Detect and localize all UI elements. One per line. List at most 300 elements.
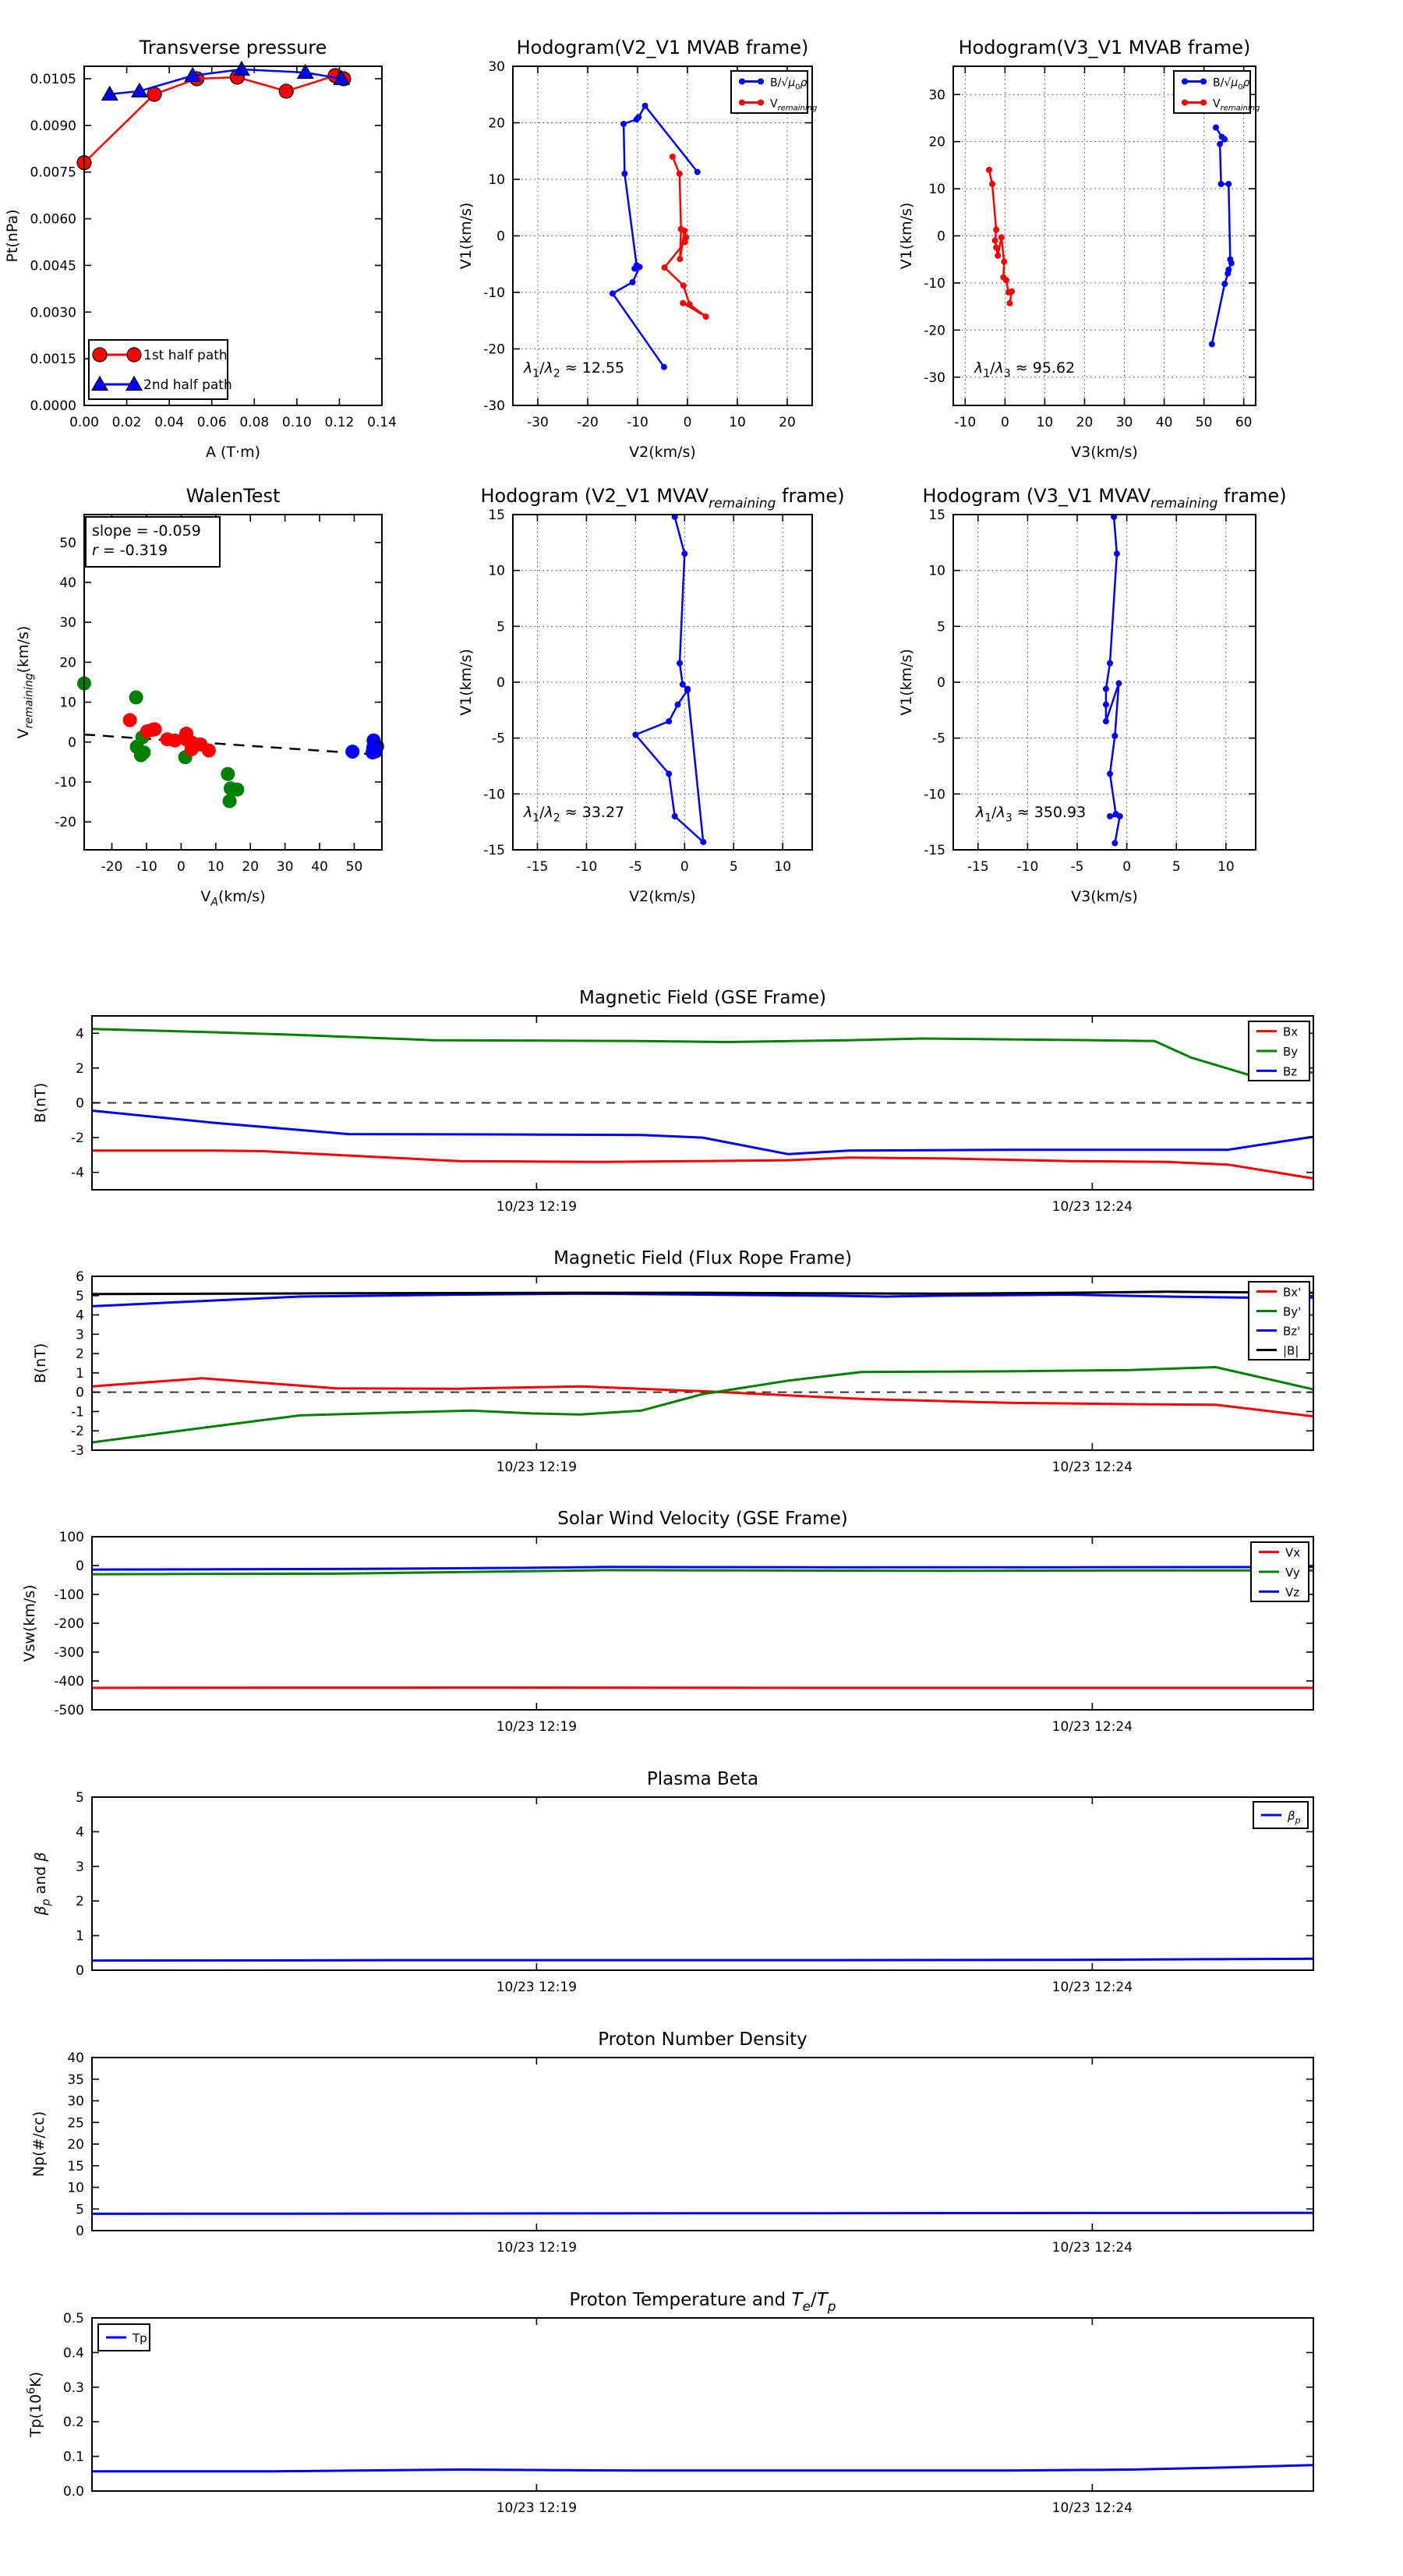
plot-title: Magnetic Field (GSE Frame) <box>579 988 826 1008</box>
y-tick-label: 6 <box>76 1269 84 1285</box>
y-tick-label: -4 <box>71 1166 84 1181</box>
plot-title: Proton Number Density <box>598 2029 808 2050</box>
y-tick-label: -15 <box>924 843 945 858</box>
scatter-point <box>366 745 380 759</box>
plot-proton-number-density <box>30 2029 1313 2256</box>
y-tick-label: 10 <box>488 564 505 579</box>
y-tick-label: 3 <box>76 1859 84 1875</box>
marker-dot <box>680 282 687 288</box>
y-tick-label: -10 <box>924 276 945 292</box>
legend-label: $B/√\mu_0\rho$ <box>770 77 808 92</box>
legend <box>1251 1542 1309 1601</box>
y-tick-label: 2 <box>76 1346 84 1362</box>
y-tick-label: 0.0000 <box>30 398 76 414</box>
y-tick-label: -10 <box>924 787 945 802</box>
x-tick-label: 30 <box>277 859 294 875</box>
axes-frame <box>513 515 812 850</box>
axis-ticks <box>71 1016 1313 1215</box>
annotation-text: $\lambda_1/\lambda_2 \approx 12.55$ <box>523 359 624 380</box>
marker-dot <box>989 181 995 187</box>
y-tick-label: 20 <box>928 135 945 150</box>
y-tick-label: 100 <box>59 1530 84 1545</box>
annotation-text: $\lambda_1/\lambda_3 \approx 95.62$ <box>974 359 1075 380</box>
scatter-point <box>123 713 137 727</box>
y-tick-label: 0 <box>76 1559 84 1574</box>
plot-hodogram-v2v1-mvav <box>458 485 845 905</box>
legend-label: Bz' <box>1283 1325 1300 1339</box>
x-tick-label: -5 <box>629 859 642 875</box>
y-tick-label: 0.0075 <box>30 165 76 181</box>
legend <box>98 2324 150 2351</box>
legend-label: 1st half path <box>143 348 228 363</box>
y-axis-label: V1(km/s) <box>458 649 475 716</box>
x-tick-label: 0 <box>177 859 186 875</box>
y-tick-label: 40 <box>67 2051 84 2066</box>
series-line <box>92 1029 1313 1076</box>
scatter-point <box>202 744 216 758</box>
legend <box>1249 1021 1309 1081</box>
marker-dot <box>632 731 638 738</box>
series-Bx <box>92 1151 1313 1179</box>
y-tick-label: 5 <box>76 1790 84 1806</box>
marker-dot <box>677 171 683 177</box>
scatter-point <box>223 794 237 809</box>
y-axis-label: $\beta_p$ and β <box>32 1852 53 1916</box>
x-tick-label: 10/23 12:19 <box>497 1980 577 1995</box>
y-axis-label: V1(km/s) <box>898 203 915 270</box>
marker-dot <box>986 167 992 173</box>
plot-plasma-beta <box>32 1769 1313 1995</box>
x-tick-label: 0 <box>1001 415 1009 430</box>
x-tick-label: 10/23 12:19 <box>497 1719 577 1735</box>
plot-title: Hodogram(V3_V1 MVAB frame) <box>959 37 1251 58</box>
marker-dot <box>998 234 1005 240</box>
y-tick-label: 0.0090 <box>30 119 76 134</box>
y-tick-label: -100 <box>54 1587 84 1603</box>
y-tick-label: 0.0 <box>63 2484 84 2500</box>
y-tick-label: 5 <box>76 1289 84 1304</box>
marker-dot <box>1218 181 1225 187</box>
x-tick-label: -10 <box>576 859 598 875</box>
marker-dot <box>621 171 627 177</box>
marker-dot <box>637 264 643 270</box>
y-tick-label: 0 <box>497 675 505 691</box>
marker-dot <box>1182 79 1188 85</box>
plot-title: Transverse pressure <box>139 37 327 58</box>
legend-label: |B| <box>1283 1344 1299 1358</box>
x-tick-label: 0.00 <box>69 415 99 430</box>
series-fit-line <box>84 734 382 755</box>
axes-frame <box>92 1797 1313 1970</box>
y-tick-label: -20 <box>483 342 505 358</box>
axes-frame <box>513 66 812 405</box>
y-axis-label: $V_{remaining}(km/s)$ <box>15 626 36 739</box>
marker-dot <box>1103 686 1109 692</box>
marker-dot <box>758 100 764 106</box>
x-axis-label: $V_A(km/s)$ <box>200 888 265 909</box>
axis-ticks <box>67 2051 1313 2256</box>
marker-dot <box>642 103 648 109</box>
x-tick-label: 10 <box>729 415 746 430</box>
y-tick-label: 15 <box>928 508 945 523</box>
x-tick-label: 0.06 <box>197 415 227 430</box>
series-line <box>92 1292 1313 1294</box>
x-tick-label: 10/23 12:24 <box>1052 1199 1133 1215</box>
plot-hodogram-v3v1-mvab <box>898 37 1260 461</box>
marker-dot <box>680 681 686 688</box>
y-tick-label: 10 <box>59 695 76 711</box>
legend <box>1249 1282 1309 1360</box>
series-line <box>84 734 382 755</box>
legend-label: Vy <box>1285 1566 1300 1580</box>
x-tick-label: -5 <box>1071 859 1084 875</box>
x-tick-label: 10 <box>1217 859 1235 875</box>
marker-dot <box>1103 702 1109 708</box>
y-tick-label: -200 <box>54 1616 84 1632</box>
y-tick-label: 5 <box>937 619 945 635</box>
x-tick-label: 10 <box>207 859 224 875</box>
legend-label: Bx' <box>1283 1286 1301 1300</box>
plot-title: Proton Temperature and $T_e/T_p$ <box>569 2290 836 2315</box>
legend-label: 2nd half path <box>143 377 232 393</box>
y-tick-label: 15 <box>67 2159 84 2174</box>
y-axis-label: Pt(nPa) <box>4 209 21 262</box>
scatter-point <box>230 783 244 797</box>
y-tick-label: -300 <box>54 1645 84 1661</box>
series-Bx-prime <box>92 1378 1313 1417</box>
plot-title: Solar Wind Velocity (GSE Frame) <box>557 1509 847 1529</box>
y-tick-label: -1 <box>71 1404 84 1420</box>
y-tick-label: 0 <box>76 1385 84 1401</box>
y-axis-label: V1(km/s) <box>458 203 475 270</box>
x-tick-label: 10/23 12:19 <box>497 1460 577 1475</box>
y-tick-label: 0.1 <box>63 2450 84 2465</box>
grid-lines <box>953 66 1256 405</box>
marker-dot <box>675 702 681 708</box>
axis-ticks <box>63 2311 1313 2516</box>
x-tick-label: 0.02 <box>112 415 142 430</box>
x-tick-label: 10 <box>1037 415 1054 430</box>
y-tick-label: -20 <box>55 815 76 830</box>
marker-dot <box>680 300 686 306</box>
y-tick-label: 20 <box>67 2137 84 2153</box>
y-tick-label: 10 <box>67 2181 84 2196</box>
y-tick-label: 20 <box>59 655 76 671</box>
x-tick-label: 10 <box>774 859 791 875</box>
marker-dot <box>1114 550 1120 557</box>
plot-title: Magnetic Field (Flux Rope Frame) <box>553 1248 852 1269</box>
annotation-text: r = -0.319 <box>92 542 168 559</box>
x-tick-label: -10 <box>954 415 976 430</box>
series-V-remaining-path <box>1103 514 1123 847</box>
x-tick-label: 10/23 12:24 <box>1052 2240 1133 2256</box>
marker-dot <box>677 660 683 667</box>
marker-dot <box>670 154 676 160</box>
y-tick-label: 0.3 <box>63 2380 84 2396</box>
y-tick-label: 0.0030 <box>30 305 76 320</box>
marker-dot <box>1228 260 1235 267</box>
marker-dot <box>682 239 688 245</box>
series-V-remaining-path <box>632 514 706 845</box>
marker-dot <box>992 238 998 244</box>
legend-label: $V_{remaining}$ <box>770 98 817 113</box>
x-tick-label: -10 <box>627 415 648 430</box>
y-tick-label: -20 <box>924 323 945 338</box>
x-tick-label: 30 <box>1116 415 1133 430</box>
legend-label: Bz <box>1283 1064 1297 1078</box>
marker-dot <box>662 264 668 271</box>
x-tick-label: -15 <box>527 859 549 875</box>
y-axis-label: Np(#/cc) <box>30 2111 48 2177</box>
annotation-text: $\lambda_1/\lambda_3 \approx 350.93$ <box>975 804 1086 825</box>
y-tick-label: 30 <box>488 59 505 75</box>
legend <box>89 340 232 399</box>
y-tick-label: 0 <box>76 1096 84 1112</box>
legend-label: Tp <box>132 2331 147 2345</box>
y-tick-label: -500 <box>54 1703 84 1718</box>
axes-frame <box>92 2318 1313 2491</box>
marker-circle <box>147 87 161 101</box>
x-axis-label: V2(km/s) <box>629 444 696 461</box>
series-Bz-prime <box>92 1293 1313 1306</box>
legend-label: Bx <box>1283 1025 1298 1039</box>
y-tick-label: 4 <box>76 1824 84 1840</box>
marker-dot <box>666 771 672 777</box>
y-tick-label: 30 <box>928 87 945 103</box>
series-line <box>92 1570 1313 1574</box>
x-tick-label: 20 <box>242 859 259 875</box>
y-tick-label: 1 <box>76 1929 84 1944</box>
y-tick-label: 0 <box>76 1963 84 1979</box>
y-tick-label: 40 <box>59 575 76 591</box>
marker-circle <box>93 348 107 362</box>
marker-dot <box>703 313 709 320</box>
y-tick-label: 35 <box>67 2072 84 2088</box>
marker-dot <box>739 100 745 106</box>
series-Tp <box>92 2465 1313 2472</box>
series-line <box>92 2465 1313 2472</box>
plot-title: Hodogram (V2_V1 $MVAV_{remaining}$ frame) <box>480 485 844 511</box>
scatter-point <box>134 748 148 763</box>
y-tick-label: -400 <box>54 1674 84 1690</box>
marker-dot <box>995 253 1001 259</box>
x-tick-label: 10/23 12:24 <box>1052 1980 1133 1995</box>
marker-dot <box>634 116 640 122</box>
y-tick-label: -3 <box>71 1443 84 1459</box>
y-tick-label: 50 <box>59 536 76 551</box>
series-1st half path <box>77 69 351 170</box>
marker-dot <box>758 79 764 85</box>
series-Bz <box>92 1111 1313 1155</box>
scatter-point <box>148 722 162 736</box>
x-tick-label: -10 <box>136 859 157 875</box>
series-line <box>92 1111 1313 1155</box>
x-tick-label: 50 <box>346 859 363 875</box>
marker-dot <box>1107 771 1113 777</box>
marker-dot <box>993 227 999 233</box>
series-scatter-green <box>77 677 244 809</box>
series-V-remaining <box>662 154 709 320</box>
x-tick-label: -30 <box>527 415 549 430</box>
grid-lines <box>513 66 812 405</box>
y-axis-label: Vsw(km/s) <box>21 1584 38 1661</box>
marker-dot <box>1200 79 1207 85</box>
marker-dot <box>1225 271 1231 277</box>
marker-dot <box>684 686 691 692</box>
plot-title: Hodogram(V2_V1 MVAB frame) <box>517 37 809 58</box>
series-line <box>92 1151 1313 1179</box>
series-line <box>84 76 344 163</box>
x-tick-label: 10/23 12:24 <box>1052 2500 1133 2516</box>
x-tick-label: 60 <box>1235 415 1253 430</box>
axis-ticks <box>71 1269 1313 1475</box>
plot-hodogram-v3v1-mvav <box>898 485 1287 905</box>
x-axis-label: V3(km/s) <box>1071 888 1138 905</box>
marker-dot <box>1001 259 1007 265</box>
axes-frame <box>92 1276 1313 1450</box>
marker-dot <box>620 121 627 127</box>
y-tick-label: 3 <box>76 1327 84 1343</box>
plot-solar-wind-velocity <box>21 1509 1313 1735</box>
y-tick-label: 2 <box>76 1061 84 1077</box>
y-tick-label: 10 <box>928 182 945 197</box>
y-axis-label: B(nT) <box>32 1083 49 1123</box>
marker-dot <box>1115 680 1122 686</box>
x-tick-label: 0.08 <box>239 415 269 430</box>
x-tick-label: 20 <box>1076 415 1094 430</box>
y-tick-label: 0 <box>68 735 76 751</box>
plot-proton-temperature <box>25 2290 1313 2516</box>
marker-dot <box>1111 840 1118 846</box>
y-tick-label: -30 <box>924 370 945 386</box>
y-tick-label: -5 <box>932 731 945 747</box>
grid-lines <box>953 515 1256 850</box>
y-tick-label: -30 <box>483 398 505 414</box>
axes-frame <box>92 2058 1313 2231</box>
x-tick-label: 40 <box>311 859 328 875</box>
x-axis-label: V2(km/s) <box>629 888 696 905</box>
series-V-remaining <box>986 167 1015 306</box>
x-tick-label: 10/23 12:19 <box>497 1199 577 1215</box>
x-tick-label: 20 <box>779 415 796 430</box>
marker-dot <box>610 290 616 296</box>
y-axis-label: B(nT) <box>32 1343 49 1384</box>
marker-dot <box>1009 288 1015 295</box>
y-tick-label: -10 <box>55 775 76 791</box>
marker-dot <box>1103 718 1109 724</box>
series-line <box>92 1378 1313 1417</box>
y-tick-label: 0.5 <box>63 2311 84 2327</box>
marker-triangle <box>234 62 249 76</box>
plot-walen-test <box>15 485 384 909</box>
y-tick-label: -10 <box>483 285 505 301</box>
marker-dot <box>993 245 999 251</box>
y-axis-label: $Tp(10^6K)$ <box>25 2372 44 2438</box>
marker-dot <box>1107 813 1113 819</box>
y-tick-label: -5 <box>492 731 505 747</box>
marker-dot <box>1107 660 1113 667</box>
legend <box>731 71 817 113</box>
y-tick-label: 10 <box>928 564 945 579</box>
y-tick-label: 0.2 <box>63 2415 84 2430</box>
y-tick-label: 0.0060 <box>30 212 76 228</box>
marker-dot <box>739 79 745 85</box>
legend <box>1174 71 1260 113</box>
y-tick-label: 4 <box>76 1308 84 1324</box>
marker-dot <box>1117 813 1123 819</box>
axis-ticks <box>76 1790 1313 1995</box>
annotation-text: slope = -0.059 <box>92 522 201 540</box>
scatter-point <box>129 690 143 704</box>
series-line <box>635 517 703 842</box>
series-line <box>92 1293 1313 1306</box>
y-tick-label: 15 <box>488 508 505 523</box>
x-tick-label: 10/23 12:24 <box>1052 1460 1133 1475</box>
y-tick-label: 0.4 <box>63 2345 84 2361</box>
y-tick-label: 0 <box>76 2224 84 2239</box>
x-tick-label: -20 <box>577 415 599 430</box>
plot-title: WalenTest <box>186 485 281 507</box>
series-beta-p <box>92 1959 1313 1960</box>
series-B-mag <box>92 1292 1313 1294</box>
y-tick-label: 20 <box>488 116 505 132</box>
series-line <box>92 1959 1313 1960</box>
y-tick-label: 30 <box>67 2094 84 2110</box>
x-tick-label: 5 <box>730 859 738 875</box>
x-tick-label: 40 <box>1156 415 1173 430</box>
series-Vy <box>92 1570 1313 1574</box>
grid-lines <box>513 515 812 850</box>
y-tick-label: 1 <box>76 1366 84 1382</box>
marker-dot <box>1213 125 1219 131</box>
y-tick-label: 0.0045 <box>30 258 76 274</box>
marker-dot <box>1217 141 1223 147</box>
axes-frame <box>92 1537 1313 1710</box>
marker-dot <box>1221 281 1228 287</box>
y-tick-label: 0.0015 <box>30 352 76 367</box>
y-tick-label: -10 <box>483 787 505 802</box>
marker-dot <box>630 279 636 285</box>
y-tick-label: 25 <box>67 2115 84 2131</box>
x-axis-label: V3(km/s) <box>1071 444 1138 461</box>
y-tick-label: 10 <box>488 172 505 188</box>
plot-title: Plasma Beta <box>647 1769 758 1789</box>
x-tick-label: 0.14 <box>367 415 397 430</box>
y-tick-label: 0.0105 <box>30 72 76 87</box>
x-tick-label: 0 <box>684 415 692 430</box>
marker-dot <box>1221 136 1228 143</box>
series-By <box>92 1029 1313 1076</box>
y-tick-label: -2 <box>71 1424 84 1439</box>
marker-dot <box>694 169 701 175</box>
legend-label: $V_{remaining}$ <box>1213 98 1260 113</box>
legend-label: $B/√\mu_0\rho$ <box>1213 77 1250 92</box>
y-tick-label: 30 <box>59 615 76 631</box>
x-tick-label: -10 <box>1017 859 1039 875</box>
x-tick-label: 0.12 <box>324 415 354 430</box>
marker-dot <box>1225 181 1232 187</box>
y-tick-label: 2 <box>76 1894 84 1909</box>
x-tick-label: 0.10 <box>282 415 312 430</box>
x-tick-label: -20 <box>101 859 123 875</box>
x-tick-label: 10/23 12:24 <box>1052 1719 1133 1735</box>
series-2nd half path <box>102 62 349 100</box>
x-tick-label: 10/23 12:19 <box>497 2240 577 2256</box>
scatter-point <box>221 767 235 781</box>
marker-dot <box>1182 100 1188 106</box>
x-tick-label: 5 <box>1172 859 1181 875</box>
axis-ticks <box>924 508 1256 875</box>
